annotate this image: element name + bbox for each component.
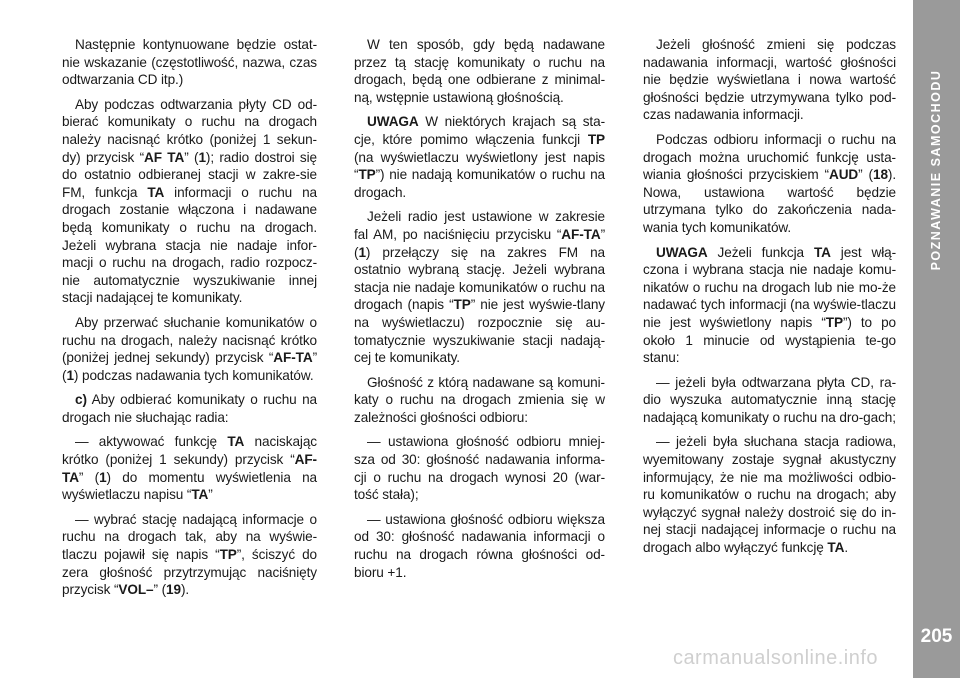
bold-term: 19 (166, 582, 181, 598)
text-column-middle (354, 36, 605, 588)
bold-term: TA (827, 540, 845, 556)
text-run: informacji o ruchu na drogach zostanie włączona i nadawane będą komunikaty o ruchu na drogach. Jeżeli wybrana stacja nie nadaje infor-macji o ruchu na drogach, radio rozpocz-nie automatycznie wyszukiwanie innej stacji nadającej te komunikaty. (62, 184, 317, 306)
text-run: jest włą-czona i wybrana stacja nie nadaje komu-nikatów o ruchu na drogach lub nie mo-że nadawać tych informacji (na wyświe-tlaczu nie jest wyświetlony napis “ (643, 244, 896, 330)
text-run: ” ( (78, 469, 100, 485)
bold-term: AF TA (144, 149, 185, 165)
bold-term: AF-TA (62, 452, 317, 485)
paragraph (354, 511, 605, 581)
text-run: ) przełączy się na zakres FM na ostatnio wybraną stację. Jeżeli wybrana stacja nie nadaje komunikatów o ruchu na drogach (napis “ (354, 244, 605, 313)
text-run: ”) to po około 1 minucie od wystąpienia te-go stanu: (643, 314, 897, 366)
bold-term: TA (191, 487, 209, 503)
bold-term: VOL– (118, 582, 154, 598)
bold-term: TA (147, 184, 165, 200)
bold-term: AF-TA (561, 226, 601, 242)
section-title (922, 60, 950, 280)
text-run: ). Nowa, ustawiona wartość będzie utrzymana tylko do zakończenia nada-wania tych komunikatów. (643, 167, 897, 235)
text-run: ” ( (184, 149, 199, 165)
paragraph (62, 511, 317, 599)
text-run: Następnie kontynuowane będzie ostat-nie wskazanie (częstotliwość, nazwa, czas odtwarzania CD itp.) (62, 37, 317, 88)
bold-term: 18 (872, 167, 888, 183)
text-run: ” ( (62, 350, 317, 383)
paragraph (62, 433, 317, 503)
text-run: ” (208, 487, 213, 503)
bold-term: UWAGA (656, 244, 708, 260)
text-run: Aby podczas odtwarzania płyty CD od-bierać komunikaty o ruchu na drogach należy nacisnąć krótko (poniżej 1 sekun-dy) przycisk “ (62, 96, 317, 165)
text-run: W ten sposób, gdy będą nadawane przez tą stację komunikaty o ruchu na drogach, będą one odbierane z minimal-ną, wstępnie ustawioną głośnością. (354, 37, 605, 105)
bold-term: 1 (99, 469, 107, 485)
bold-term: TP (358, 167, 376, 183)
text-run: — ustawiona głośność odbioru większa od 30: głośność nadawania informacji o ruchu na drogach równa głośności od-bioru +1. (354, 511, 605, 580)
text-run: naciskając krótko (poniżej 1 sekundy) przycisk “ (62, 434, 317, 468)
page-number: 205 (920, 626, 953, 647)
text-run: Głośność z którą nadawane są komuni-katy o ruchu na drogach zmienia się w zależności głośności odbioru: (354, 374, 605, 425)
paragraph (354, 374, 605, 427)
text-run: Aby odbierać komunikaty o ruchu na drogach nie słuchając radia: (62, 392, 317, 425)
paragraph (643, 36, 896, 124)
text-run: Jeżeli radio jest ustawione w zakresie fal AM, po naciśnięciu przycisku “ (354, 209, 605, 242)
paragraph (354, 36, 605, 106)
bold-term: AUD (828, 167, 859, 183)
text-run: — jeżeli była słuchana stacja radiowa, wyemitowany zostaje sygnał akustyczny informujący, że nie ma możliwości odbio-ru komunikatów o ruchu na drogach; aby wyłączyć sygnał należy dostroić się do in-nej stacji nadającej informacje o ruchu na drogach albo wyłączyć funkcję (643, 434, 896, 556)
bold-term: AF-TA (273, 350, 313, 366)
paragraph (62, 96, 317, 307)
text-run: W niektórych krajach są sta-cje, które pomimo włączenia funkcji (354, 114, 605, 147)
paragraph (62, 36, 317, 89)
text-run: ”) nie nadają komunikatów o ruchu na drogach. (354, 167, 605, 200)
paragraph (643, 374, 896, 427)
bold-term: TA (813, 244, 831, 260)
text-run: (na wyświetlaczu wyświetlony jest napis “ (354, 149, 605, 183)
bold-term: 1 (198, 149, 206, 165)
text-run: ); radio dostroi się do ostatnio odbieranej stacji w zakre-sie FM, funkcja (62, 149, 318, 200)
text-run: ). (180, 582, 190, 598)
text-run: ” nie jest wyświe-tlany na wyświetlaczu) rozpocznie się au-tomatycznie wyszukiwanie stacji nadają-cej te komunikaty. (354, 297, 605, 366)
bold-term: 1 (66, 367, 74, 383)
text-column-right (643, 36, 896, 564)
bold-term: TA (227, 434, 245, 450)
bold-term: c) (75, 392, 87, 408)
bold-term: UWAGA (367, 114, 419, 130)
paragraph (354, 113, 605, 201)
text-run: ) do momentu wyświetlenia na wyświetlaczu napisu “ (62, 469, 318, 503)
bold-term: 1 (358, 244, 366, 260)
text-run: Jeżeli funkcja (707, 244, 814, 260)
paragraph (643, 244, 896, 367)
text-column-left (62, 36, 317, 606)
text-run: — ustawiona głośność odbioru mniej-sza od 30: głośność nadawania informa-cji o ruchu na drogach wynosi 20 (war-tość stała); (354, 434, 605, 503)
bold-term: TP (453, 297, 471, 313)
text-run: ”, ściszyć do zera głośność przytrzymując naciśnięty przycisk “ (62, 547, 317, 598)
text-run: ” ( (354, 226, 605, 260)
text-run: ” ( (858, 167, 873, 183)
bold-term: TP (587, 131, 605, 147)
text-run: — aktywować funkcję (75, 434, 228, 450)
paragraph (62, 314, 317, 384)
text-run: ) podczas nadawania tych komunikatów. (73, 367, 314, 383)
text-run: ” ( (153, 582, 167, 598)
text-run: — wybrać stację nadającą informacje o ruchu na drogach tak, aby na wyświe-tlaczu pojawił się napis “ (62, 511, 317, 563)
text-run: — jeżeli była odtwarzana płyta CD, ra-dio wyszuka automatycznie inną stację nadającą komunikaty o ruchu na dro-gach; (643, 374, 896, 425)
text-run: . (844, 540, 848, 556)
paragraph (643, 131, 896, 237)
paragraph (643, 433, 896, 556)
text-run: Podczas odbioru informacji o ruchu na drogach można uruchomić funkcję usta-wiania głośności przyciskiem “ (643, 131, 896, 183)
text-run: Aby przerwać słuchanie komunikatów o ruchu na drogach, należy nacisnąć krótko (poniżej jednej sekundy) przycisk “ (62, 314, 317, 366)
watermark: carmanualsonline.info (672, 647, 878, 669)
bold-term: TP (825, 314, 843, 330)
paragraph (354, 208, 605, 366)
paragraph (354, 433, 605, 503)
paragraph (62, 391, 317, 426)
text-run: Jeżeli głośność zmieni się podczas nadawania informacji, wartość głośności nie będzie wyświetlana i nowa wartość głośności będzie utrzymywana tylko pod-czas nadawania informacji. (643, 37, 896, 123)
bold-term: TP (219, 547, 237, 563)
section-title-text: POZNAWANIE SAMOCHODU (929, 69, 943, 271)
